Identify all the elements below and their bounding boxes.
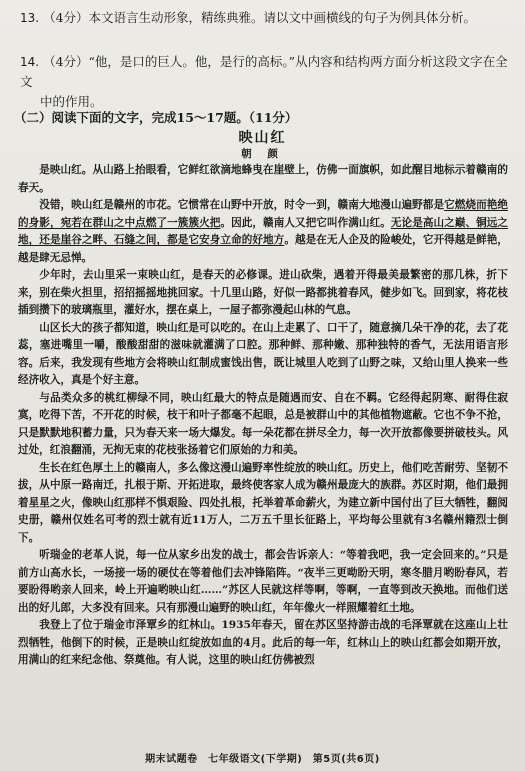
underlined-sentence: 它燃烧而艳绝的身影，宛若在群山之中点燃了一簇簇火把 <box>18 199 508 229</box>
article-body <box>18 162 508 670</box>
question-14 <box>20 52 511 112</box>
paragraph-text: 。因此，赣南人又把它叫作满山红。 <box>220 216 391 229</box>
paragraph-text: 是映山红。从山路上抬眼看，它鲜红欲滴地蜂曳在崖壁上，仿佛一面旗帜，如此醒目地标示着赣南的春天。 <box>18 164 508 194</box>
question-text: （4分）本文语言生动形象，精练典雅。请以文中画横线的句子为例具体分析。 <box>43 10 477 25</box>
question-number: 13. <box>20 11 40 25</box>
paragraph-text: 生长在红色厚土上的赣南人，多么像这漫山遍野率性绽放的映山红。历史上，他们吃苦耐劳、坚韧不拔，从中原一路南迁，扎根于斯、开拓进取，最终使客家人成为赣州最庞大的族群。苏区时期，他们最拥着星星之火，像映山红那样不惧艰险、四处扎根，托举着革命薪火，为建立新中国付出了巨大牺牲，翻阅史册，赣州仅姓名可考的烈士就有近11万人，二万五千里长征路上，平均每公里就有3名赣州籍烈士倒下。 <box>18 461 508 544</box>
section-heading: （二）阅读下面的文字，完成15～17题。（11分） <box>14 110 298 125</box>
article-paragraph <box>18 267 508 320</box>
paragraph-text: 与品类众多的桃红柳绿不同，映山红最大的特点是随遇而安、自在不羁。它经得起阴寒、耐得住寂寞，吃得下苦，不开花的时候，枝干和叶子都毫不起眼，总是被群山中的其他植物遮蔽。它也不争不抢，只是默默地积蓄力量，只为春天来一场大爆发。每一朵花都在拼尽全力，每一次开放都像要拼破枝头。风过处，红浪翻涌，无拘无束的花枝张扬着它们原始的力和美。 <box>18 391 508 456</box>
paragraph-text: 山区长大的孩子都知道，映山红是可以吃的。在山上走累了、口干了，随意摘几朵干净的花，去了花蕊，塞进嘴里一嚼，酸酸甜甜的滋味就灌满了口腔。那种鲜、那种嫩、那种独特的香气，无法用语言形容。后来，我发现有些地方会将映山红制成蜜饯出售，既让城里人吃到了山野之味，又给山里人换来一些经济收入，真是个好主意。 <box>18 321 508 386</box>
article-paragraph <box>18 197 508 267</box>
article-paragraph <box>18 460 508 548</box>
question-text: （4分）“他，是口的巨人。他，是行的高标。”从内容和结构两方面分析这段文字在全文 <box>20 54 508 89</box>
article-author: 朝 颜 <box>241 148 284 160</box>
underlined-sentence: 无论是高山之巅、铜远之地，还是崖谷之畔、石缝之间，都是它安身立命的好地方 <box>18 216 509 246</box>
question-13 <box>20 8 511 28</box>
paragraph-text: 。越是在无人企及的险峻处，它开得越是鲜艳，越是肆无忌惮。 <box>18 234 509 264</box>
question-text-continued: 中的作用。 <box>40 94 103 109</box>
article-paragraph <box>18 390 508 460</box>
article-paragraph <box>18 320 508 390</box>
question-number: 14. <box>20 55 40 69</box>
paragraph-text: 没错，映山红是赣州的市花。它惯常在山野中开放，时令一到，赣南大地漫山遍野都是 <box>39 199 445 211</box>
paragraph-text: 少年时，去山里采一束映山红，是春天的必修课。进山砍柴，遇着开得最美最繁密的那几株，折下来，别在柴火担里，招招摇摇地挑回家。十几里山路，好似一路都挑着春风，健步如飞。回到家，将花枝插到攒下的玻璃瓶里，灌好水，摆在桌上，一屋子都弥漫起山林的气息。 <box>18 269 508 316</box>
page-footer: 期末试题卷 七年级语文(下学期) 第5页(共6页) <box>145 754 380 765</box>
paragraph-text: 听瑞金的老革人说，每一位从家乡出发的战士，都会告诉亲人：“等着我吧，我一定会回来的。”只是前方山高水长，一场接一场的硬仗在等着他们去冲锋陷阵。“夜半三更呦盼天明，寒冬腊月哟盼春风，若要盼得哟亲人回来，岭上开遍哟映山红……”苏区人民就这样等啊，等啊，一直等到改天换地。而他们送出的好儿郎，大多没有回来。只有那漫山遍野的映山红，年年像火一样照耀着红土地。 <box>18 549 508 614</box>
article-paragraph <box>18 617 508 670</box>
article-title: 映山红 <box>238 130 287 146</box>
article-paragraph <box>18 162 508 197</box>
article-paragraph <box>18 547 508 617</box>
paragraph-text: 我登上了位于瑞金市泽覃乡的红林山。1935年春天，留在苏区坚持游击战的毛泽覃就在这座山上壮烈牺牲，他倒下的时候，正是映山红绽放如血的4月。此后的每一年，红林山上的映山红都会如期开放，用满山的红来纪念他、祭奠他。有人说，这里的映山红仿佛被烈 <box>18 619 508 666</box>
